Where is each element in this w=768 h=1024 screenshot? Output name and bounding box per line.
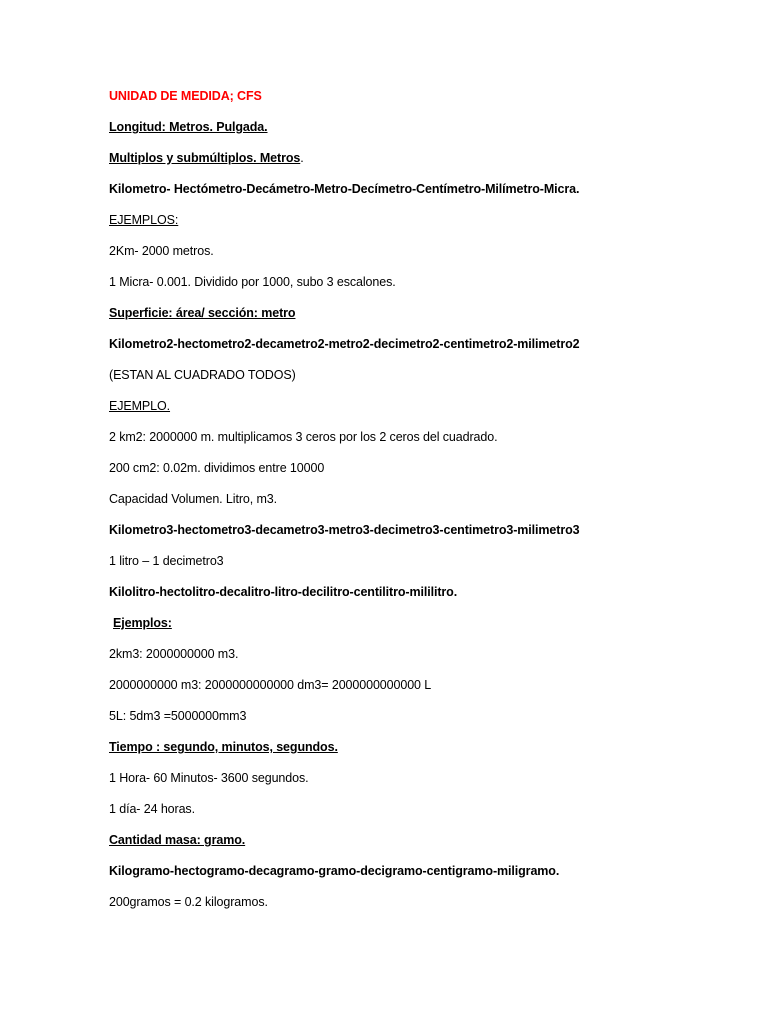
document-title: UNIDAD DE MEDIDA; CFS bbox=[109, 89, 262, 103]
text-line: 2000000000 m3: 2000000000000 dm3= 2000000000000 L bbox=[109, 678, 432, 692]
text-line: 1 Micra- 0.001. Dividido por 1000, subo 3 escalones. bbox=[109, 275, 396, 289]
text-line: (ESTAN AL CUADRADO TODOS) bbox=[109, 368, 296, 382]
heading-ejemplos-2: Ejemplos: bbox=[113, 616, 172, 630]
text-line: 200gramos = 0.2 kilogramos. bbox=[109, 895, 268, 909]
heading-longitud: Longitud: Metros. Pulgada. bbox=[109, 120, 268, 134]
text-line-superficie-units: Kilometro2-hectometro2-decametro2-metro2-decimetro2-centimetro2-milimetro2 bbox=[109, 337, 580, 351]
text-line: 1 litro – 1 decimetro3 bbox=[109, 554, 224, 568]
heading-tiempo: Tiempo : segundo, minutos, segundos. bbox=[109, 740, 338, 754]
text-line-volumen-units: Kilometro3-hectometro3-decametro3-metro3-decimetro3-centimetro3-milimetro3 bbox=[109, 523, 580, 537]
text-line: 2Km- 2000 metros. bbox=[109, 244, 214, 258]
heading-ejemplos: EJEMPLOS: bbox=[109, 213, 179, 227]
heading-multiplos-period: . bbox=[300, 151, 304, 165]
heading-ejemplo: EJEMPLO. bbox=[109, 399, 171, 413]
text-line: Capacidad Volumen. Litro, m3. bbox=[109, 492, 278, 506]
heading-multiplos: Multiplos y submúltiplos. Metros bbox=[109, 151, 301, 165]
text-line-masa-units: Kilogramo-hectogramo-decagramo-gramo-decigramo-centigramo-miligramo. bbox=[109, 864, 560, 878]
heading-cantidad-masa: Cantidad masa: gramo. bbox=[109, 833, 246, 847]
text-line: 200 cm2: 0.02m. dividimos entre 10000 bbox=[109, 461, 325, 475]
text-line: 1 Hora- 60 Minutos- 3600 segundos. bbox=[109, 771, 309, 785]
heading-superficie: Superficie: área/ sección: metro bbox=[109, 306, 296, 320]
text-line-longitud-units: Kilometro- Hectómetro-Decámetro-Metro-Decímetro-Centímetro-Milímetro-Micra. bbox=[109, 182, 580, 196]
heading-multiplos-row bbox=[109, 150, 304, 166]
text-line: 1 día- 24 horas. bbox=[109, 802, 195, 816]
text-line: 2km3: 2000000000 m3. bbox=[109, 647, 239, 661]
text-line: 2 km2: 2000000 m. multiplicamos 3 ceros por los 2 ceros del cuadrado. bbox=[109, 430, 498, 444]
text-line-capacidad-units: Kilolitro-hectolitro-decalitro-litro-decilitro-centilitro-mililitro. bbox=[109, 585, 458, 599]
text-line: 5L: 5dm3 =5000000mm3 bbox=[109, 709, 247, 723]
